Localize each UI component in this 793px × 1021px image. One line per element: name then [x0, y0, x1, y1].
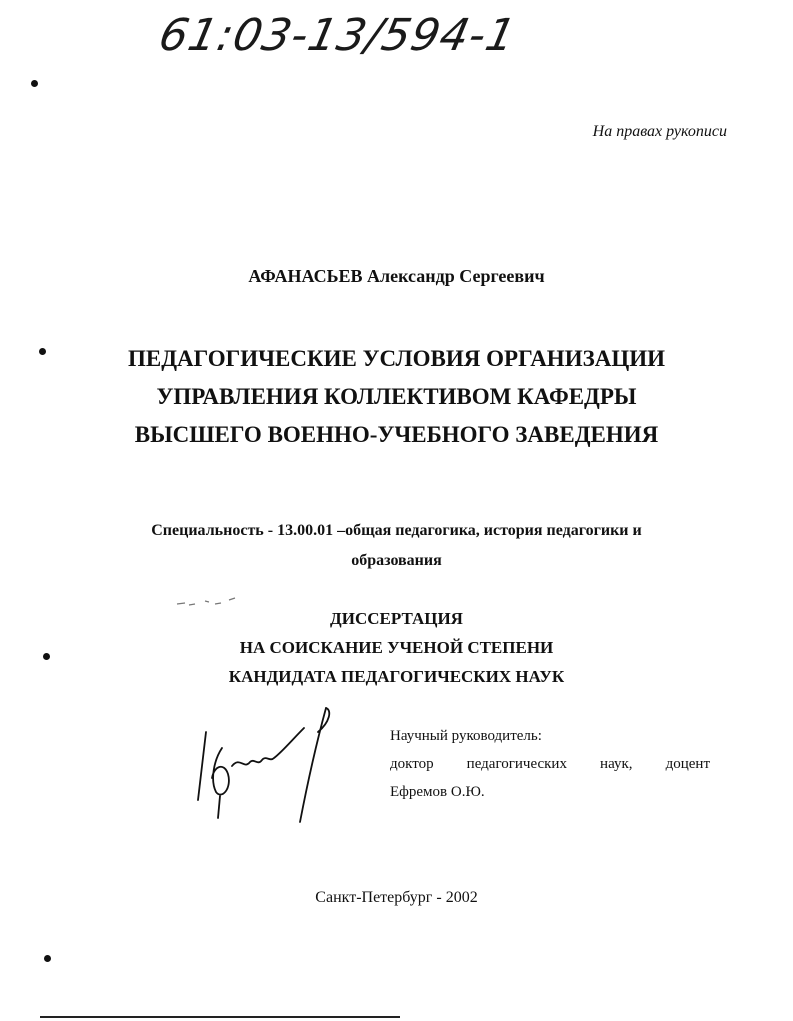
scientific-advisor — [390, 722, 710, 806]
advisor-degree-word: педагогических — [466, 756, 567, 772]
specialty — [0, 516, 793, 576]
degree-line: КАНДИДАТА ПЕДАГОГИЧЕСКИХ НАУК — [228, 667, 565, 686]
handwritten-archive-code: 61:03-13/594-1 — [154, 10, 521, 61]
handwritten-signature — [192, 700, 342, 825]
title-line: ВЫСШЕГО ВОЕННО-УЧЕБНОГО ЗАВЕДЕНИЯ — [134, 422, 659, 447]
advisor-degree-word: наук, — [600, 756, 633, 772]
degree-statement — [0, 604, 793, 691]
degree-line: ДИССЕРТАЦИЯ — [330, 609, 463, 628]
advisor-degree-word: доцент — [665, 756, 710, 772]
dissertation-title — [0, 340, 793, 454]
city-year: Санкт-Петербург - 2002 — [315, 889, 478, 906]
specialty-line-2: образования — [351, 552, 442, 569]
advisor-degree — [390, 750, 710, 778]
bottom-scan-line — [40, 1016, 400, 1018]
advisor-degree-word: доктор — [390, 756, 434, 772]
margin-dot-1 — [31, 80, 38, 87]
rights-note: На правах рукописи — [592, 123, 727, 140]
advisor-name: Ефремов О.Ю. — [390, 784, 485, 800]
title-line: ПЕДАГОГИЧЕСКИЕ УСЛОВИЯ ОРГАНИЗАЦИИ — [127, 346, 666, 371]
degree-line: НА СОИСКАНИЕ УЧЕНОЙ СТЕПЕНИ — [239, 638, 554, 657]
title-line: УПРАВЛЕНИЯ КОЛЛЕКТИВОМ КАФЕДРЫ — [156, 384, 637, 409]
specialty-line-1: Специальность - 13.00.01 –общая педагогика, история педагогики и — [151, 522, 642, 539]
author-name: АФАНАСЬЕВ Александр Сергеевич — [248, 266, 545, 286]
margin-dot-4 — [44, 955, 51, 962]
advisor-label: Научный руководитель: — [390, 728, 542, 744]
